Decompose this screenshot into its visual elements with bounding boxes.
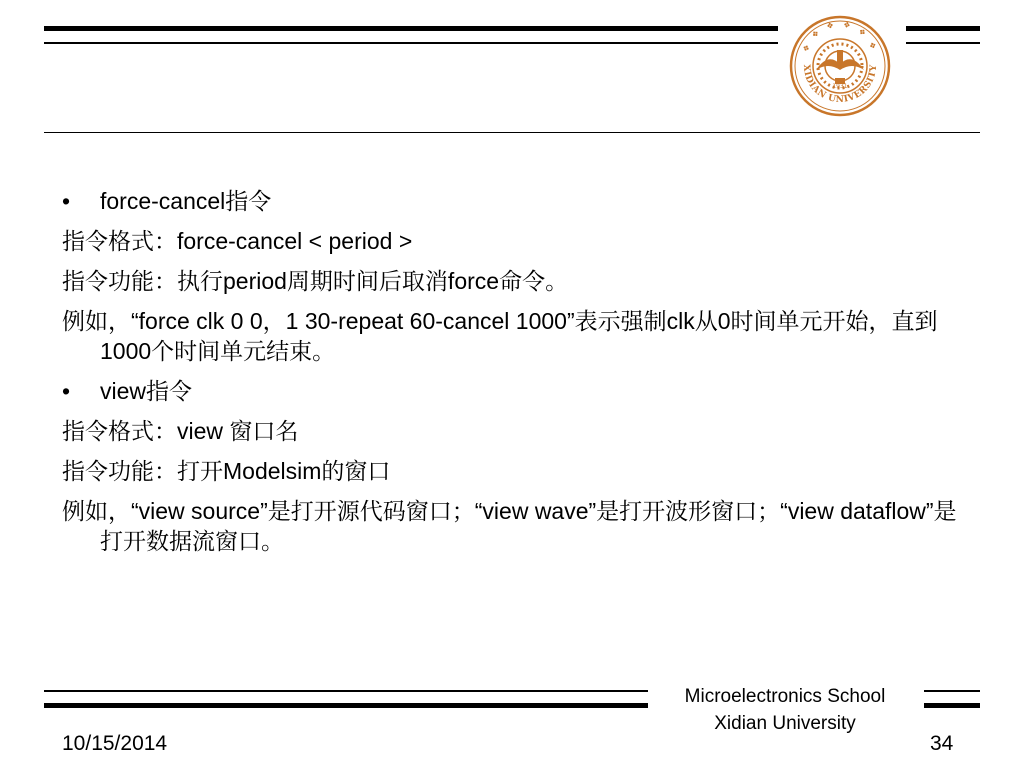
bullet-text: force-cancel指令 — [100, 188, 272, 214]
header-rule-thin-left — [44, 42, 778, 44]
university-logo — [780, 14, 900, 118]
bullet-dot: • — [62, 378, 71, 404]
footer-rule-thick-right — [924, 703, 980, 708]
slide-date: 10/15/2014 — [62, 732, 168, 755]
header-rule-thick-right — [906, 26, 980, 31]
header-rule-thin-right — [906, 42, 980, 44]
school-line-1: Microelectronics School — [684, 686, 886, 707]
page-number: 34 — [930, 732, 954, 755]
command-function-line: 指令功能：执行period周期时间后取消force命令。 — [62, 268, 569, 294]
bullet-dot: • — [62, 188, 71, 214]
command-function-line: 指令功能：打开Modelsim的窗口 — [62, 458, 391, 484]
command-format-line: 指令格式：force-cancel < period > — [62, 228, 413, 254]
footer-rule-thin-right — [924, 690, 980, 692]
svg-text:❖ ❖ ❖ ❖ ❖ ❖: ❖ ❖ ❖ ❖ ❖ ❖ — [800, 19, 880, 54]
svg-text:XIDIAN UNIVERSITY: XIDIAN UNIVERSITY — [800, 64, 880, 106]
footer-rule-thick-left — [44, 703, 648, 708]
school-line-2: Xidian University — [714, 713, 856, 734]
svg-text:1931: 1931 — [832, 83, 848, 90]
example-line: 例如，“view source”是打开源代码窗口；“view wave”是打开波形窗口；“view dataflow”是打开数据流窗口。 — [62, 498, 957, 554]
footer-rule-thin-left — [44, 690, 648, 692]
bullet-force-cancel — [62, 186, 962, 216]
slide-content — [62, 186, 962, 566]
header-rule-thick-left — [44, 26, 778, 31]
xidian-university-seal-icon — [780, 14, 900, 118]
header-divider — [44, 132, 980, 133]
school-name — [652, 683, 918, 737]
example-line: 例如，“force clk 0 0，1 30-repeat 60-cancel 1000”表示强制clk从0时间单元开始，直到1000个时间单元结束。 — [62, 308, 938, 364]
bullet-view — [62, 376, 962, 406]
bullet-text: view指令 — [100, 378, 193, 404]
command-format-line: 指令格式：view 窗口名 — [62, 418, 299, 444]
